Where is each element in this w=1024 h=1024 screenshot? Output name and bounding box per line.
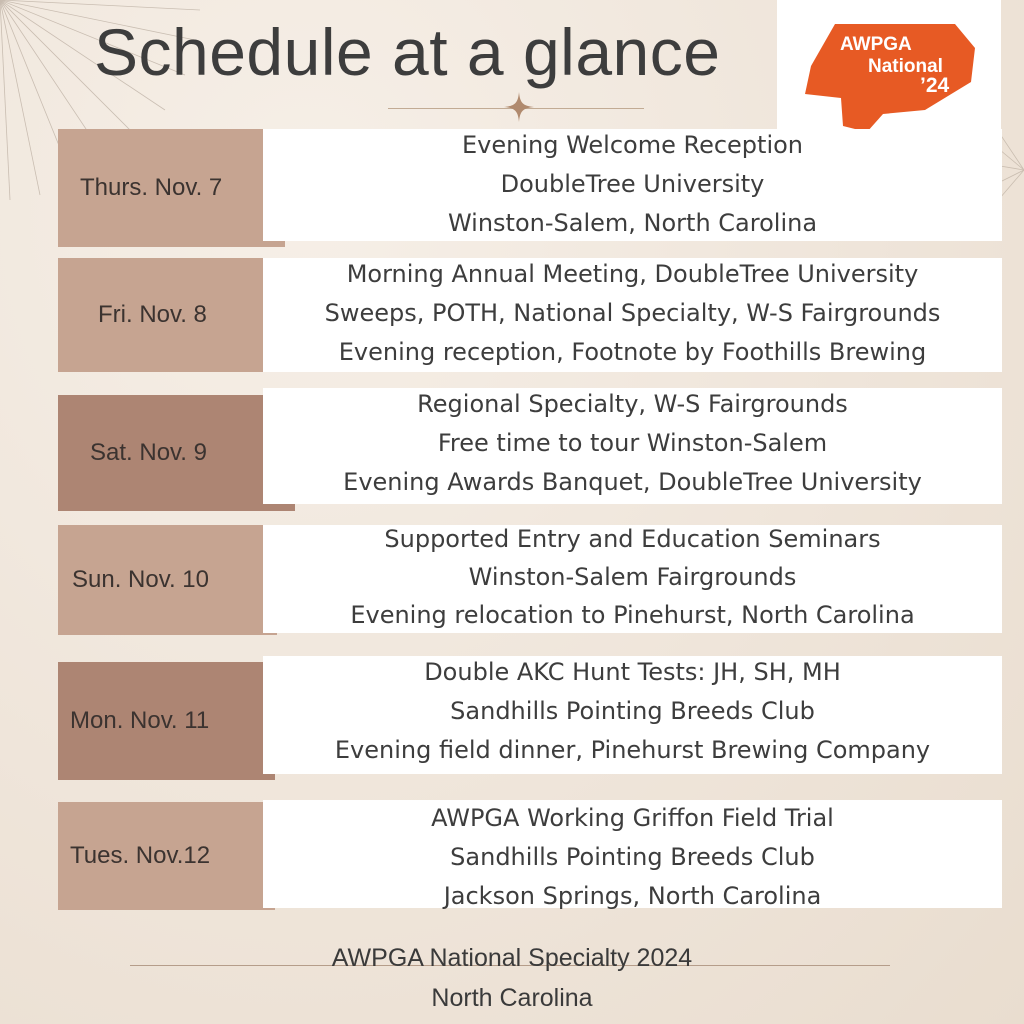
event-line: Evening field dinner, Pinehurst Brewing Company (334, 736, 931, 764)
footer-event-name: AWPGA National Specialty 2024 (331, 944, 693, 972)
event-line: DoubleTree University (500, 170, 765, 198)
event-details (263, 129, 1002, 241)
event-details (263, 258, 1002, 372)
footer-location: North Carolina (431, 984, 593, 1012)
event-details (263, 656, 1002, 774)
event-line: Double AKC Hunt Tests: JH, SH, MH (424, 658, 841, 686)
logo-text-national: National (868, 56, 943, 77)
logo-text-year: ’24 (920, 74, 950, 97)
schedule-row (58, 258, 1002, 372)
sparkle-icon (504, 92, 534, 122)
event-line: Sandhills Pointing Breeds Club (450, 843, 815, 871)
event-line: Supported Entry and Education Seminars (384, 525, 881, 553)
event-line: Evening reception, Footnote by Foothills Brewing (338, 338, 927, 366)
day-label: Sat. Nov. 9 (58, 395, 295, 511)
event-details (263, 800, 1002, 908)
event-details (263, 388, 1002, 504)
event-details (263, 525, 1002, 633)
event-line: Winston-Salem Fairgrounds (468, 563, 797, 591)
day-label: Tues. Nov.12 (58, 802, 275, 910)
event-line: AWPGA Working Griffon Field Trial (431, 804, 834, 832)
event-line: Free time to tour Winston-Salem (437, 429, 828, 457)
schedule-row (58, 129, 1002, 247)
schedule-row (58, 390, 1002, 511)
day-label: Mon. Nov. 11 (58, 662, 275, 780)
event-line: Evening Awards Banquet, DoubleTree University (343, 468, 922, 496)
event-line: Morning Annual Meeting, DoubleTree University (346, 260, 919, 288)
day-label: Fri. Nov. 8 (58, 258, 303, 372)
event-line: Sweeps, POTH, National Specialty, W-S Fairgrounds (324, 299, 941, 327)
event-line: Regional Specialty, W-S Fairgrounds (417, 390, 848, 418)
event-line: Evening Welcome Reception (461, 131, 804, 159)
event-line: Jackson Springs, North Carolina (443, 882, 822, 910)
event-line: Evening relocation to Pinehurst, North Carolina (350, 601, 915, 629)
day-label: Thurs. Nov. 7 (58, 129, 285, 247)
event-line: Sandhills Pointing Breeds Club (450, 697, 815, 725)
logo-text-awpga: AWPGA (840, 34, 912, 55)
day-label: Sun. Nov. 10 (58, 525, 277, 635)
schedule-row (58, 525, 1002, 635)
schedule-row (58, 802, 1002, 910)
page-title: Schedule at a glance (94, 15, 721, 89)
schedule-row (58, 658, 1002, 780)
event-line: Winston-Salem, North Carolina (447, 209, 818, 237)
